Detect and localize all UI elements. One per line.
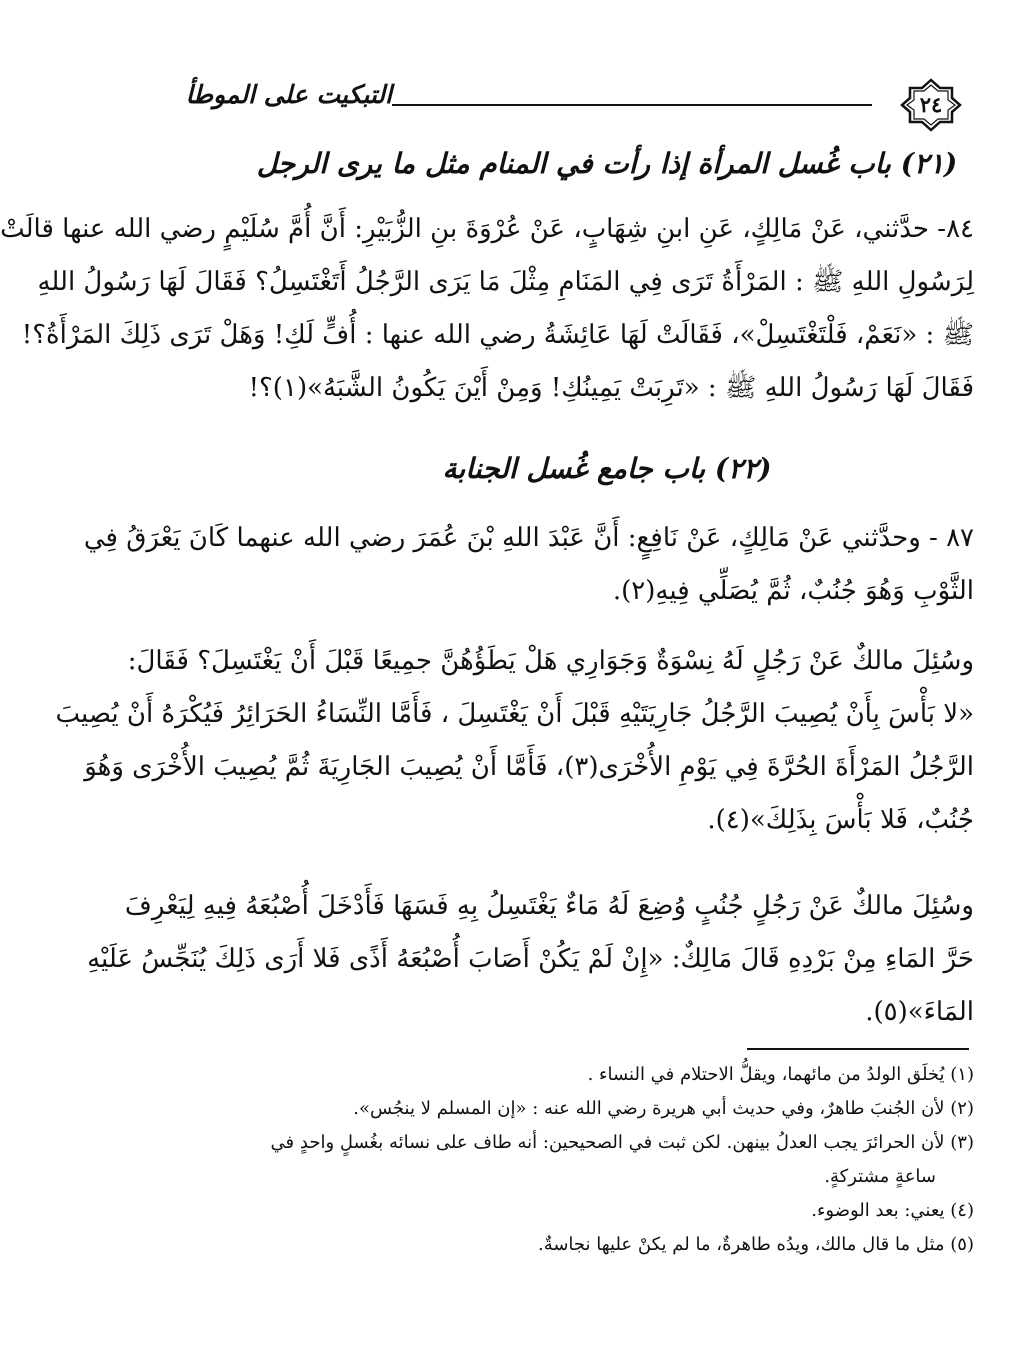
- text-line: ﷺ : «نَعَمْ، فَلْتَغْتَسِلْ»، فَقَالَتْ لَهَا عَائِشَةُ رضي الله عنها : أُفٍّ لَكِ! وَهَلْ تَرَى ذَلِكَ المَرْأَةُ؟!: [21, 320, 974, 350]
- footnote-3: (٣) لأن الحرائرَ يجب العدلُ بينهن. لكن ثبت في الصحيحين: أنه طاف على نسائه بغُسلٍ واحدٍ في: [270, 1132, 974, 1153]
- text-line: حَرَّ المَاءِ مِنْ بَرْدِهِ قَالَ مَالِكٌ: «إِنْ لَمْ يَكُنْ أَصَابَ أُصْبُعَهُ أَذًى فَلا أَرَى ذَلِكَ يُنَجِّسُ عَلَيْهِ: [87, 944, 974, 974]
- text-line: جُنُبٌ، فَلا بَأْسَ بِذَلِكَ»(٤).: [707, 805, 974, 835]
- chapter-title-22: (٢٢) باب جامع غُسل الجنابة: [442, 452, 772, 485]
- footnote-1: (١) يُخلَق الولدُ من مائهما، ويقلُّ الاحتلام في النساء .: [587, 1064, 974, 1085]
- running-header: [185, 70, 992, 140]
- running-title: التبكيت على الموطأ: [185, 80, 392, 109]
- footnotes: [244, 1058, 974, 1262]
- hadith-87-paragraph: [83, 512, 974, 618]
- text-line: المَاءَ»(٥).: [865, 997, 974, 1027]
- malik-question-2-paragraph: [87, 880, 974, 1039]
- text-line: وسُئِلَ مالكٌ عَنْ رَجُلٍ جُنُبٍ وُضِعَ لَهُ مَاءٌ يَغْتَسِلُ بِهِ فَسَهَا فَأَدْخَلَ أُصْبُعَهُ فِيهِ لِيَعْرِفَ: [124, 891, 974, 921]
- text-line: لِرَسُولِ اللهِ ﷺ : المَرْأَةُ تَرَى فِي المَنَامِ مِثْلَ مَا يَرَى الرَّجُلُ أَتَغْتَسِلُ؟ فَقَالَ لَهَا رَسُولُ اللهِ: [37, 267, 974, 297]
- text-line: «لا بَأْسَ بِأَنْ يُصِيبَ الرَّجُلُ جَارِيَتَيْهِ قَبْلَ أَنْ يَغْتَسِلَ ، فَأَمَّا النِّسَاءُ الحَرَائِرُ فَيُكْرَهُ أَنْ يُصِيبَ: [55, 699, 974, 729]
- chapter-title-21: (٢١) باب غُسل المرأة إذا رأت في المنام مثل ما يرى الرجل: [256, 147, 958, 180]
- footnote-5: (٥) مثل ما قال مالك، ويدُه طاهرةٌ، ما لم يكنْ عليها نجاسةٌ.: [537, 1234, 974, 1255]
- hadith-84-paragraph: [0, 203, 974, 415]
- footnote-2: (٢) لأن الجُنبَ طاهرٌ، وفي حديث أبي هريرة رضي الله عنه : «إن المسلم لا ينجُس».: [353, 1098, 974, 1119]
- text-line: ٨٤- حدَّثني، عَنْ مَالِكٍ، عَنِ ابنِ شِهَابٍ، عَنْ عُرْوَةَ بنِ الزُّبَيْرِ: أَنَّ أُمَّ سُلَيْمٍ رضي الله عنها قالَتْ: [0, 214, 974, 244]
- text-line: الثَّوْبِ وَهُوَ جُنُبٌ، ثُمَّ يُصَلِّي فِيهِ(٢).: [612, 576, 974, 606]
- header-rule: [392, 104, 872, 106]
- footnote-separator: [747, 1048, 969, 1050]
- text-line: ٨٧ - وحدَّثني عَنْ مَالِكٍ، عَنْ نَافِعٍ: أَنَّ عَبْدَ اللهِ بْنَ عُمَرَ رضي الله عنهما كَانَ يَعْرَقُ فِي: [83, 523, 974, 553]
- page-number: ٢٤: [919, 92, 943, 117]
- footnote-3-continuation: ساعةٍ مشتركةٍ.: [824, 1166, 936, 1187]
- malik-question-1-paragraph: [55, 635, 974, 847]
- text-line: فَقَالَ لَهَا رَسُولُ اللهِ ﷺ : «تَرِبَتْ يَمِينُكِ! وَمِنْ أَيْنَ يَكُونُ الشَّبَهُ»(١)؟!: [248, 373, 974, 403]
- text-line: وسُئِلَ مالكٌ عَنْ رَجُلٍ لَهُ نِسْوَةٌ وَجَوَارِي هَلْ يَطَؤُهُنَّ جمِيعًا قَبْلَ أَنْ يَغْتَسِلَ؟ فَقَالَ:: [127, 646, 974, 676]
- footnote-4: (٤) يعني: بعد الوضوء.: [811, 1200, 974, 1221]
- page-number-ornament: [900, 78, 962, 132]
- text-line: الرَّجُلُ المَرْأَةَ الحُرَّةَ فِي يَوْمِ الأُخْرَى(٣)، فَأَمَّا أَنْ يُصِيبَ الجَارِيَةَ ثُمَّ يُصِيبَ الأُخْرَى وَهُوَ: [84, 752, 974, 782]
